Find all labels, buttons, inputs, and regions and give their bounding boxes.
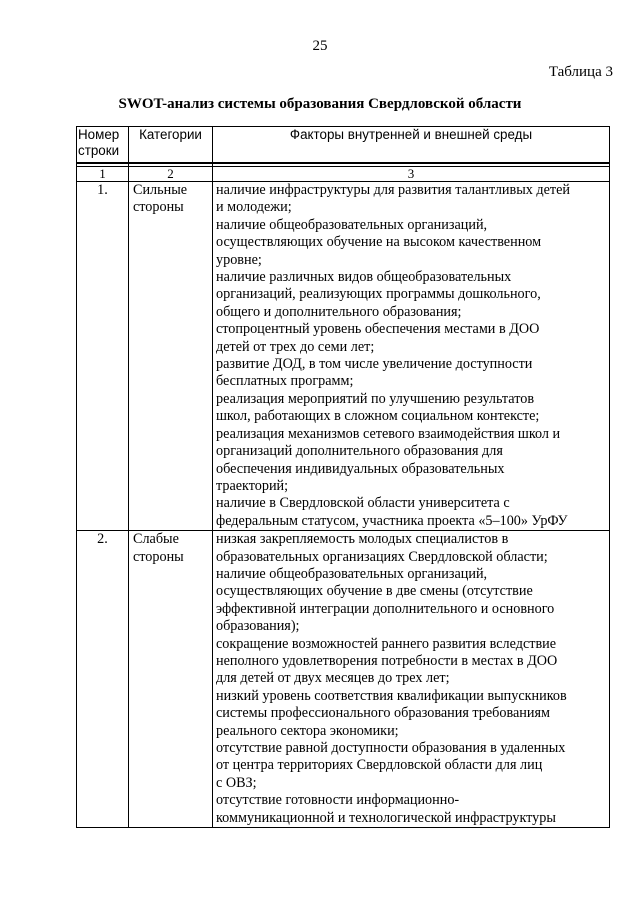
table-header-row [77, 127, 610, 164]
row-factors [213, 182, 610, 531]
factor-line: отсутствие готовности информационно- [216, 792, 460, 809]
factor-line: эффективной интеграции дополнительного и основного [216, 600, 555, 617]
factor-line: обеспечения индивидуальных образовательных [216, 460, 505, 477]
factor-line: траекторий; [216, 477, 289, 494]
factor-line: развитие ДОД, в том числе увеличение доступности [216, 356, 533, 373]
table-row-weaknesses [77, 531, 610, 828]
factor-line: отсутствие равной доступности образования в удаленных [216, 740, 566, 756]
swot-table [76, 126, 610, 828]
factor-line: организаций дополнительного образования для [216, 443, 503, 460]
factor-line: с ОВЗ; [216, 774, 257, 791]
factor-line: бесплатных программ; [216, 373, 354, 390]
column-number: 3 [213, 167, 610, 182]
row-number: 1. [77, 182, 129, 531]
factor-line: образовательных организациях Свердловской области; [216, 548, 548, 565]
factor-line: от центра территориях Свердловской области для лиц [216, 757, 543, 774]
document-title: SWOT-анализ системы образования Свердловской области [118, 96, 522, 112]
header-categories: Категории [129, 127, 213, 164]
table-label: Таблица 3 [548, 64, 613, 80]
factor-line: детей от трех до семи лет; [216, 338, 375, 355]
column-number-row [77, 167, 610, 182]
factor-line: и молодежи; [216, 199, 292, 216]
table-row-strengths [77, 182, 610, 531]
factor-line: системы профессионального образования требованиям [216, 705, 550, 722]
factor-line: неполного удовлетворения потребности в местах в ДОО [216, 652, 558, 669]
factor-line: уровне; [216, 251, 262, 268]
factor-line: коммуникационной и технологической инфраструктуры [216, 809, 556, 826]
factor-line: осуществляющих обучение в две смены (отсутствие [216, 583, 533, 600]
factor-line: наличие различных видов общеобразовательных [216, 269, 512, 286]
row-category: Сильные стороны [129, 182, 213, 531]
factor-line: сокращение возможностей раннего развития вследствие [216, 635, 557, 652]
factor-line: осуществляющих обучение на высоком качественном [216, 234, 542, 251]
factor-line: федеральным статусом, участника проекта «5–100» УрФУ [216, 512, 568, 529]
factor-line: наличие инфраструктуры для развития талантливых детей [216, 182, 570, 198]
factor-line: наличие в Свердловской области университета с [216, 495, 510, 512]
factor-line: для детей от двух месяцев до трех лет; [216, 670, 450, 687]
column-number: 2 [129, 167, 213, 182]
factor-line: низкий уровень соответствия квалификации выпускников [216, 687, 567, 704]
header-factors: Факторы внутренней и внешней среды [213, 127, 610, 164]
row-category: Слабые стороны [129, 531, 213, 828]
factor-line: организаций, реализующих программы дошкольного, [216, 286, 541, 303]
column-number: 1 [77, 167, 129, 182]
factor-line: реального сектора экономики; [216, 722, 399, 739]
factor-line: наличие общеобразовательных организаций, [216, 216, 488, 233]
header-row-number: Номер строки [77, 127, 129, 164]
factor-line: школ, работающих в сложном социальном контексте; [216, 408, 540, 425]
row-number: 2. [77, 531, 129, 828]
factor-line: наличие общеобразовательных организаций, [216, 565, 488, 582]
factor-line: реализация механизмов сетевого взаимодействия школ и [216, 425, 561, 442]
factor-line: низкая закрепляемость молодых специалистов в [216, 531, 509, 548]
factor-line: образования); [216, 618, 300, 635]
factor-line: реализация мероприятий по улучшению результатов [216, 390, 535, 407]
page-number: 25 [312, 38, 328, 54]
factor-line: стопроцентный уровень обеспечения местами в ДОО [216, 321, 540, 338]
row-factors [213, 531, 610, 828]
factor-line: общего и дополнительного образования; [216, 303, 462, 320]
